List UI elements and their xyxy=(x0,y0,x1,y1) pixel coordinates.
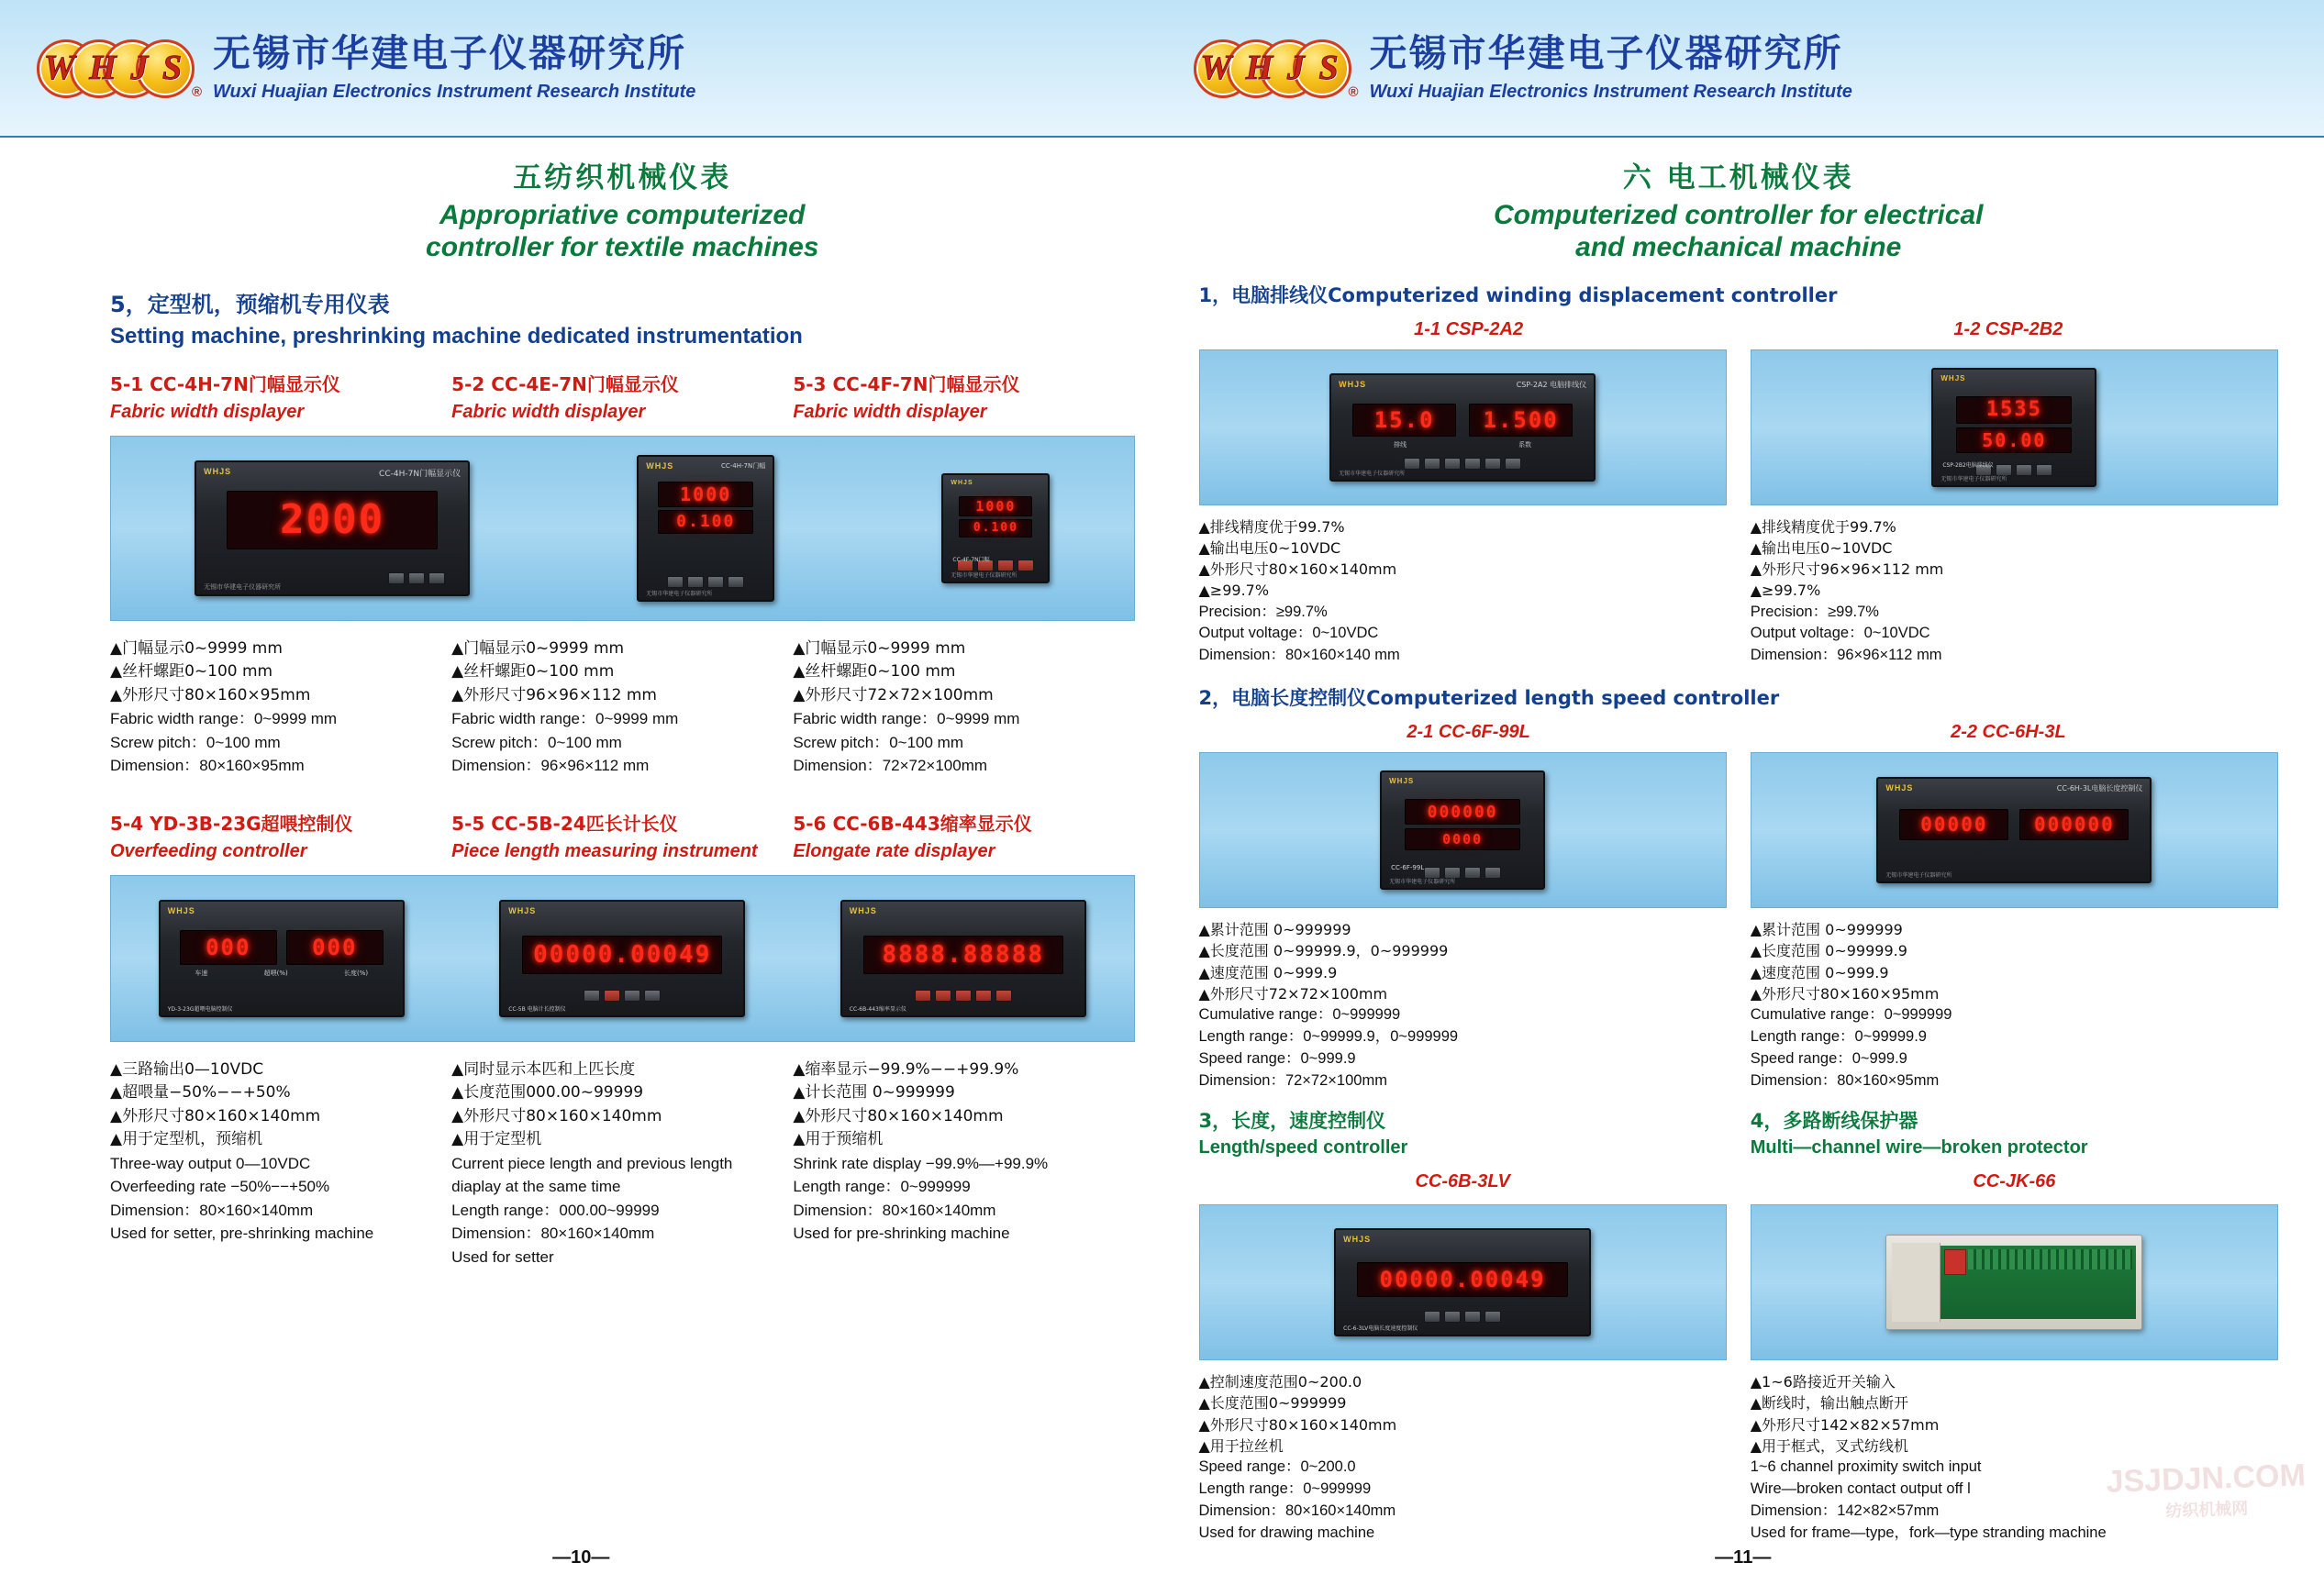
spec-5-4-en-2: Overfeeding rate −50%−−+50% xyxy=(110,1178,330,1196)
right-block1-specs xyxy=(1199,516,2279,668)
device-model-label-6: CC-6B-443缩率显示仪 xyxy=(849,1005,906,1013)
right-block2-heading-cn: 2，电脑长度控制仪 xyxy=(1198,687,1367,710)
device-brand-label-5: WHJS xyxy=(508,905,537,915)
product-title-1-1: 1-1 CSP-2A2 xyxy=(1414,318,1524,339)
left-page xyxy=(0,138,1162,1585)
device-key-11c[interactable] xyxy=(1464,1311,1481,1323)
device-model-label-10: CC-6H-3L电脑长度控制仪 xyxy=(2056,784,2143,793)
left-section-title-en-line2: controller for textile machines xyxy=(426,232,819,263)
device-footnote-3: 无锡市华建电子仪器研究所 xyxy=(951,571,1017,579)
photo-cc-6h-3l xyxy=(1751,752,2278,908)
device-label-4-2: 超喂(%) xyxy=(263,969,288,977)
spec-5-1-cn-3: ▲外形尺寸80×160×95mm xyxy=(110,685,311,704)
device-model-label-1: CC-4H-7N门幅显示仪 xyxy=(379,469,461,479)
left-section-title-cn: 五纺织机械仪表 xyxy=(513,161,732,194)
product-name-5-2: Fabric width displayer xyxy=(451,401,646,422)
device-label-7-2: 系数 xyxy=(1518,440,1532,449)
right-block2-titles xyxy=(1199,722,2279,743)
spec-5-3-cn-1: ▲门幅显示0~9999 mm xyxy=(793,638,966,658)
device-led-display-11: 00000.00049 xyxy=(1357,1262,1568,1297)
spec-5-6-cn-4: ▲用于预缩机 xyxy=(793,1130,884,1149)
right-block2-photos xyxy=(1199,752,2279,908)
left-group1-specs xyxy=(110,637,1135,778)
right-block2-heading-en: Computerized length speed controller xyxy=(1366,687,1780,710)
spec-cc-6b-3lv xyxy=(1199,1371,1727,1544)
spec-3lv-en-4: Used for drawing machine xyxy=(1198,1524,1375,1541)
photo-cc-6b-3lv xyxy=(1199,1204,1727,1360)
spec-5-6-en-3: Dimension：80×160×140mm xyxy=(793,1201,996,1219)
device-key-5d[interactable] xyxy=(644,990,661,1002)
product-title-1-2: 1-2 CSP-2B2 xyxy=(1953,318,2063,339)
device-footnote-2: 无锡市华建电子仪器研究所 xyxy=(646,590,713,597)
spec-csp2b2-en-1: Precision：≥99.7% xyxy=(1750,603,1879,620)
right-page-number: —11— xyxy=(1715,1547,1772,1568)
spec-5-5-cn-2: ▲长度范围000.00~99999 xyxy=(451,1083,644,1103)
device-photo-cc-6b-443 xyxy=(840,900,1086,1017)
product-title-2-1: 2-1 CC-6F-99L xyxy=(1407,722,1530,743)
product-title-5-1 xyxy=(110,370,451,423)
logo-letter-w: W xyxy=(43,49,75,87)
spec-6h-en-2: Length range：0~99999.9 xyxy=(1750,1027,1927,1045)
device-led-display-6: 8888.88888 xyxy=(863,936,1063,974)
spec-5-6-en-4: Used for pre-shrinking machine xyxy=(793,1225,1010,1243)
spec-csp2a2-en-1: Precision：≥99.7% xyxy=(1198,603,1328,620)
spec-jk66-cn-1: ▲1~6路接近开关输入 xyxy=(1750,1373,1896,1391)
spec-5-3-cn-2: ▲丝杆螺距0~100 mm xyxy=(793,662,956,682)
spec-5-4-cn-1: ▲三路输出0—10VDC xyxy=(110,1059,264,1079)
device-key-11d[interactable] xyxy=(1484,1311,1501,1323)
device-footnote-10: 无锡市华建电子仪器研究所 xyxy=(1885,872,1952,880)
device-led-display-3a: 1000 xyxy=(959,496,1032,516)
device-key-6d[interactable] xyxy=(975,990,992,1002)
device-photo-cc-5b-24 xyxy=(499,900,745,1017)
device-key-1c[interactable] xyxy=(428,572,445,584)
device-key-5b[interactable] xyxy=(604,990,620,1002)
device-brand-label-4: WHJS xyxy=(167,905,195,915)
device-key-6c[interactable] xyxy=(955,990,972,1002)
spec-6f-cn-2: ▲长度范围 0~99999.9，0~999999 xyxy=(1198,942,1449,960)
device-model-label-2: CC-4H-7N门幅 xyxy=(721,461,766,470)
right-block1-photos xyxy=(1199,349,2279,505)
logo-letter-j-2: J xyxy=(1286,49,1305,87)
right-block4-heading xyxy=(1751,1107,2278,1195)
device-brand-label-10: WHJS xyxy=(1885,783,1914,793)
spec-csp2a2-en-2: Output voltage：0~10VDC xyxy=(1198,625,1379,642)
device-model-label-11: CC-6-3LV电脑长度速度控制仪 xyxy=(1343,1325,1418,1333)
device-label-7-1: 排线 xyxy=(1394,440,1407,449)
product-title-5-4 xyxy=(110,809,451,862)
logo-letter-j: J xyxy=(130,49,149,87)
right-block4-heading-en: Multi—channel wire—broken protector xyxy=(1750,1137,2088,1158)
product-title-5-5 xyxy=(451,809,793,862)
right-block3-heading-cn: 3，长度，速度控制仪 xyxy=(1198,1109,1386,1132)
product-title-5-3 xyxy=(793,370,1134,423)
spec-5-3-en-2: Screw pitch：0~100 mm xyxy=(793,733,963,751)
device-led-display-1: 2000 xyxy=(227,491,438,549)
spec-5-4-cn-4: ▲用于定型机，预缩机 xyxy=(110,1130,263,1149)
device-led-display-2a: 1000 xyxy=(658,482,753,507)
device-brand-label-3: WHJS xyxy=(951,479,973,486)
photo-csp-2a2 xyxy=(1199,349,1727,505)
spec-3lv-cn-4: ▲用于拉丝机 xyxy=(1198,1436,1284,1455)
product-title-5-6 xyxy=(793,809,1134,862)
device-photo-cc-4e-7n xyxy=(637,455,774,602)
device-key-2a[interactable] xyxy=(667,576,684,588)
device-brand-label-2: WHJS xyxy=(646,460,674,471)
device-footnote-1: 无锡市华建电子仪器研究所 xyxy=(204,582,282,591)
right-block3-heading-en: Length/speed controller xyxy=(1198,1137,1408,1158)
spec-5-2-cn-2: ▲丝杆螺距0~100 mm xyxy=(451,662,615,682)
spec-jk66-cn-3: ▲外形尺寸142×82×57mm xyxy=(1750,1415,1940,1434)
spec-jk66-en-1: 1~6 channel proximity switch input xyxy=(1750,1458,1982,1475)
company-logo-icon xyxy=(37,34,202,102)
spec-5-1-en-3: Dimension：80×160×95mm xyxy=(110,757,305,775)
spec-5-5-en-4: Used for setter xyxy=(451,1247,554,1266)
spec-csp2a2-cn-1: ▲排线精度优于99.7% xyxy=(1198,517,1345,536)
device-led-display-7a: 15.0 xyxy=(1352,404,1456,437)
device-key-2c[interactable] xyxy=(707,576,724,588)
device-label-4-3: 长度(%) xyxy=(344,969,369,977)
device-key-7d[interactable] xyxy=(1464,458,1481,470)
spec-5-5-en-2: Length range：000.00~99999 xyxy=(451,1201,660,1219)
device-key-1a[interactable] xyxy=(388,572,405,584)
device-model-label-9: CC-6F-99L xyxy=(1391,864,1425,872)
spec-5-6-en-2: Length range：0~999999 xyxy=(793,1178,971,1196)
left-section-title-en-line1: Appropriative computerized xyxy=(439,200,806,230)
device-led-display-8a: 1535 xyxy=(1956,396,2072,424)
spec-csp2b2-cn-4: ▲≥99.7% xyxy=(1750,582,1821,600)
product-code-5-2: 5-2 CC-4E-7N门幅显示仪 xyxy=(451,372,679,395)
right-block1-titles xyxy=(1199,319,2279,340)
spec-csp2b2-cn-2: ▲输出电压0~10VDC xyxy=(1750,538,1893,557)
spec-5-5-cn-4: ▲用于定型机 xyxy=(451,1130,542,1149)
spec-5-2-en-2: Screw pitch：0~100 mm xyxy=(451,733,622,751)
company-name-en-2: Wuxi Huajian Electronics Instrument Research Institute xyxy=(1369,82,1852,103)
device-led-display-4b: 000 xyxy=(286,930,384,965)
spec-6h-cn-2: ▲长度范围 0~99999.9 xyxy=(1750,942,1907,960)
device-key-7a[interactable] xyxy=(1404,458,1420,470)
spec-5-4-en-1: Three-way output 0—10VDC xyxy=(110,1154,311,1172)
company-name-cn: 无锡市华建电子仪器研究所 xyxy=(213,30,686,75)
right-page xyxy=(1162,138,2324,1585)
device-key-1b[interactable] xyxy=(408,572,425,584)
spec-6f-en-4: Dimension：72×72×100mm xyxy=(1198,1071,1387,1089)
photo-csp-2b2 xyxy=(1751,349,2278,505)
right-block4-heading-cn: 4，多路断线保护器 xyxy=(1750,1109,1918,1132)
spec-5-2-cn-3: ▲外形尺寸96×96×112 mm xyxy=(451,685,657,704)
spec-5-5-cn-1: ▲同时显示本匹和上匹长度 xyxy=(451,1059,636,1079)
device-key-7f[interactable] xyxy=(1505,458,1521,470)
spec-5-2-en-1: Fabric width range：0~9999 mm xyxy=(451,710,679,728)
device-key-3d[interactable] xyxy=(1017,560,1034,571)
right-section-title-en xyxy=(1199,199,2279,264)
product-title-2-2: 2-2 CC-6H-3L xyxy=(1951,722,2066,743)
product-title-5-2 xyxy=(451,370,793,423)
spec-cc-6f-99l xyxy=(1199,919,1727,1092)
device-led-display-3b: 0.100 xyxy=(959,519,1032,538)
device-led-display-4a: 000 xyxy=(180,930,277,965)
device-footnote-9: 无锡市华建电子仪器研究所 xyxy=(1389,879,1456,886)
spec-5-6-cn-2: ▲计长范围 0~999999 xyxy=(793,1083,955,1103)
device-brand-label-8: WHJS xyxy=(1940,373,1966,382)
right-block1-heading xyxy=(1199,281,2279,308)
device-key-6b[interactable] xyxy=(935,990,951,1002)
spec-6h-en-1: Cumulative range：0~999999 xyxy=(1750,1006,1952,1024)
spec-5-4-en-3: Dimension：80×160×140mm xyxy=(110,1201,314,1219)
spec-5-2-en-3: Dimension：96×96×112 mm xyxy=(451,757,650,775)
device-led-display-9b: 0000 xyxy=(1405,828,1520,850)
spec-jk66-cn-4: ▲用于框式，叉式纺线机 xyxy=(1750,1436,1909,1455)
right-block34-specs xyxy=(1199,1371,2279,1544)
device-key-6e[interactable] xyxy=(995,990,1012,1002)
logo-letter-h: H xyxy=(89,49,117,87)
right-section-title-en-line2: and mechanical machine xyxy=(1575,232,1902,263)
spec-5-1-en-2: Screw pitch：0~100 mm xyxy=(110,733,281,751)
spec-jk66-en-3: Dimension：142×82×57mm xyxy=(1750,1502,1940,1519)
spec-6f-en-2: Length range：0~99999.9，0~999999 xyxy=(1198,1027,1459,1045)
spec-5-5 xyxy=(451,1059,793,1269)
device-photo-wire-broken-protector xyxy=(1885,1235,2142,1330)
spec-6h-cn-4: ▲外形尺寸80×160×95mm xyxy=(1750,984,1940,1003)
spec-5-3-cn-3: ▲外形尺寸72×72×100mm xyxy=(793,685,994,704)
device-brand-label-6: WHJS xyxy=(849,905,877,915)
spec-5-4 xyxy=(110,1059,451,1269)
spec-5-5-cn-3: ▲外形尺寸80×160×140mm xyxy=(451,1106,662,1125)
spec-jk66-en-2: Wire—broken contact output off l xyxy=(1750,1480,1971,1497)
right-block34-headings xyxy=(1199,1107,2279,1195)
product-name-5-4: Overfeeding controller xyxy=(110,840,307,861)
registered-mark: ® xyxy=(191,84,202,100)
left-group2-photo-strip xyxy=(110,875,1135,1042)
spec-5-2-cn-1: ▲门幅显示0~9999 mm xyxy=(451,638,625,658)
spec-3lv-cn-3: ▲外形尺寸80×160×140mm xyxy=(1198,1415,1397,1434)
spec-csp2b2-cn-3: ▲外形尺寸96×96×112 mm xyxy=(1750,560,1944,579)
left-subsection-cn: 5，定型机，预缩机专用仪表 xyxy=(110,291,390,317)
spec-5-3-en-1: Fabric width range：0~9999 mm xyxy=(793,710,1020,728)
right-block3-heading xyxy=(1199,1107,1727,1195)
spec-5-5-en-3: Dimension：80×160×140mm xyxy=(451,1225,655,1243)
logo-letter-h-2: H xyxy=(1245,49,1273,87)
product-name-5-1: Fabric width displayer xyxy=(110,401,305,422)
device-key-8d[interactable] xyxy=(2036,464,2052,476)
spec-6f-cn-4: ▲外形尺寸72×72×100mm xyxy=(1198,984,1388,1003)
device-brand-label-11: WHJS xyxy=(1343,1235,1372,1245)
device-model-label-8: CSP-2B2电脑排线仪 xyxy=(1942,461,1994,469)
spec-csp2a2-en-3: Dimension：80×160×140 mm xyxy=(1198,647,1400,664)
device-model-label-7: CSP-2A2 电脑排线仪 xyxy=(1516,380,1587,389)
product-code-5-1: 5-1 CC-4H-7N门幅显示仪 xyxy=(110,372,340,395)
watermark-sub: 纺织机械网 xyxy=(2164,1499,2249,1521)
company-logo-icon-2 xyxy=(1194,34,1359,102)
spec-csp2a2-cn-3: ▲外形尺寸80×160×140mm xyxy=(1198,560,1397,579)
registered-mark-2: ® xyxy=(1348,84,1359,100)
right-block1-heading-en: Computerized winding displacement controller xyxy=(1328,283,1838,306)
page-header xyxy=(0,0,2324,138)
page-content xyxy=(0,138,2324,1585)
spec-6h-cn-3: ▲速度范围 0~999.9 xyxy=(1750,963,1889,981)
spec-6h-en-3: Speed range：0~999.9 xyxy=(1750,1049,1907,1067)
spec-5-6-cn-3: ▲外形尺寸80×160×140mm xyxy=(793,1106,1004,1125)
spec-3lv-cn-2: ▲长度范围0~999999 xyxy=(1198,1394,1347,1413)
device-key-9c[interactable] xyxy=(1464,867,1481,879)
device-photo-cc-4h-7n xyxy=(195,460,470,596)
spec-5-1 xyxy=(110,637,451,778)
spec-cc-jk-66 xyxy=(1751,1371,2278,1544)
spec-5-6-cn-1: ▲缩率显示−99.9%−−+99.9% xyxy=(793,1059,1019,1079)
product-code-5-5: 5-5 CC-5B-24匹长计长仪 xyxy=(451,812,678,835)
device-key-7e[interactable] xyxy=(1484,458,1501,470)
device-label-4-1: 车速 xyxy=(195,969,208,977)
device-photo-cc-4f-7n xyxy=(941,473,1050,583)
logo-letter-s-2: S xyxy=(1318,49,1339,87)
left-subsection-en: Setting machine, preshrinking machine dedicated instrumentation xyxy=(110,323,803,349)
product-title-cc-6b-3lv: CC-6B-3LV xyxy=(1415,1171,1510,1192)
header-right xyxy=(1162,0,2324,136)
device-led-display-8b: 50.00 xyxy=(1956,427,2072,453)
spec-csp2a2-cn-4: ▲≥99.7% xyxy=(1198,582,1270,600)
device-led-display-10b: 000000 xyxy=(2019,809,2129,840)
device-led-display-10a: 00000 xyxy=(1899,809,2008,840)
device-key-2b[interactable] xyxy=(687,576,704,588)
spec-jk66-cn-2: ▲断线时，输出触点断开 xyxy=(1750,1394,1909,1413)
device-key-7c[interactable] xyxy=(1444,458,1461,470)
spec-5-2 xyxy=(451,637,793,778)
spec-5-6 xyxy=(793,1059,1134,1269)
device-key-11a[interactable] xyxy=(1424,1311,1440,1323)
spec-6f-en-3: Speed range：0~999.9 xyxy=(1198,1049,1356,1067)
left-group1-titles xyxy=(110,370,1135,423)
spec-csp2a2-cn-2: ▲输出电压0~10VDC xyxy=(1198,538,1341,557)
spec-6f-cn-1: ▲累计范围 0~999999 xyxy=(1198,921,1351,939)
device-model-label-4: YD-3-23G超喂电脑控制仪 xyxy=(167,1005,233,1013)
spec-csp2b2-en-3: Dimension：96×96×112 mm xyxy=(1750,647,1942,664)
spec-5-1-cn-2: ▲丝杆螺距0~100 mm xyxy=(110,662,273,682)
right-section-title-en-line1: Computerized controller for electrical xyxy=(1494,200,1984,230)
spec-6h-cn-1: ▲累计范围 0~999999 xyxy=(1750,921,1903,939)
device-brand-label-7: WHJS xyxy=(1339,379,1367,389)
left-section-title-en xyxy=(110,199,1135,264)
spec-cc-6h-3l xyxy=(1751,919,2278,1092)
logo-letter-w-2: W xyxy=(1200,49,1232,87)
spec-5-5-en-1: Current piece length and previous length diaplay at the same time xyxy=(451,1154,733,1196)
company-name-cn-2: 无锡市华建电子仪器研究所 xyxy=(1369,30,1843,75)
device-model-label-5: CC-5B 电脑计长控制仪 xyxy=(508,1005,566,1013)
right-section-title-cn: 六 电工机械仪表 xyxy=(1622,161,1854,194)
header-left xyxy=(0,0,1162,136)
company-name-en: Wuxi Huajian Electronics Instrument Research Institute xyxy=(213,82,696,103)
spec-6f-en-1: Cumulative range：0~999999 xyxy=(1198,1006,1401,1024)
right-block2-specs xyxy=(1199,919,2279,1092)
spec-6h-en-4: Dimension：80×160×95mm xyxy=(1750,1071,1940,1089)
product-code-5-4: 5-4 YD-3B-23G超喂控制仪 xyxy=(110,812,353,835)
spec-csp-2b2 xyxy=(1751,516,2278,668)
device-key-5a[interactable] xyxy=(584,990,600,1002)
product-code-5-6: 5-6 CC-6B-443缩率显示仪 xyxy=(793,812,1032,835)
device-key-6a[interactable] xyxy=(915,990,931,1002)
device-footnote-8: 无锡市华建电子仪器研究所 xyxy=(1940,475,2007,482)
spec-csp-2a2 xyxy=(1199,516,1727,668)
spec-csp2b2-en-2: Output voltage：0~10VDC xyxy=(1750,625,1930,642)
logo-letter-s: S xyxy=(162,49,183,87)
spec-5-4-cn-2: ▲超喂量−50%−−+50% xyxy=(110,1083,291,1103)
device-led-display-2b: 0.100 xyxy=(658,510,753,534)
device-key-11b[interactable] xyxy=(1444,1311,1461,1323)
device-led-display-7b: 1.500 xyxy=(1469,404,1573,437)
spec-jk66-en-4: Used for frame—type，fork—type stranding machine xyxy=(1750,1524,2107,1541)
product-name-5-5: Piece length measuring instrument xyxy=(451,840,758,861)
spec-5-3 xyxy=(793,637,1134,778)
photo-cc-6f-99l xyxy=(1199,752,1727,908)
right-block1-heading-cn: 1，电脑排线仪 xyxy=(1198,283,1329,306)
device-led-display-9a: 000000 xyxy=(1405,799,1520,825)
spec-6f-cn-3: ▲速度范围 0~999.9 xyxy=(1198,963,1338,981)
spec-5-4-en-4: Used for setter, pre-shrinking machine xyxy=(110,1225,374,1243)
device-footnote-7: 无锡市华建电子仪器研究所 xyxy=(1339,470,1406,477)
watermark-main: JSJDJN.COM xyxy=(2105,1458,2307,1500)
photo-cc-jk-66 xyxy=(1751,1204,2278,1360)
left-group1-photo-strip xyxy=(110,436,1135,621)
product-name-5-6: Elongate rate displayer xyxy=(793,840,995,861)
spec-3lv-en-3: Dimension：80×160×140mm xyxy=(1198,1502,1396,1519)
spec-5-6-en-1: Shrink rate display −99.9%—+99.9% xyxy=(793,1154,1049,1172)
spec-3lv-en-2: Length range：0~999999 xyxy=(1198,1480,1372,1497)
product-name-5-3: Fabric width displayer xyxy=(793,401,987,422)
left-page-number: —10— xyxy=(552,1547,610,1568)
left-group2-titles xyxy=(110,809,1135,862)
spec-3lv-cn-1: ▲控制速度范围0~200.0 xyxy=(1198,1373,1362,1391)
right-block2-heading xyxy=(1199,683,2279,711)
device-key-2d[interactable] xyxy=(728,576,744,588)
spec-5-3-en-3: Dimension：72×72×100mm xyxy=(793,757,988,775)
device-key-9d[interactable] xyxy=(1484,867,1501,879)
spec-5-1-en-1: Fabric width range：0~9999 mm xyxy=(110,710,338,728)
spec-csp2b2-cn-1: ▲排线精度优于99.7% xyxy=(1750,517,1896,536)
device-model-label-3: CC-4F-7N门幅 xyxy=(952,556,990,563)
device-led-display-5: 00000.00049 xyxy=(522,936,722,974)
device-brand-label-9: WHJS xyxy=(1389,777,1415,786)
device-brand-label-1: WHJS xyxy=(204,466,232,476)
device-key-5c[interactable] xyxy=(624,990,640,1002)
spec-5-4-cn-3: ▲外形尺寸80×160×140mm xyxy=(110,1106,321,1125)
device-key-8c[interactable] xyxy=(2016,464,2032,476)
spec-5-1-cn-1: ▲门幅显示0~9999 mm xyxy=(110,638,283,658)
device-key-7b[interactable] xyxy=(1424,458,1440,470)
right-block34-photos xyxy=(1199,1204,2279,1360)
device-photo-yd-3b-23g xyxy=(159,900,405,1017)
product-code-5-3: 5-3 CC-4F-7N门幅显示仪 xyxy=(793,372,1020,395)
left-group2-specs xyxy=(110,1059,1135,1269)
product-title-cc-jk-66: CC-JK-66 xyxy=(1973,1171,2056,1192)
spec-3lv-en-1: Speed range：0~200.0 xyxy=(1198,1458,1356,1475)
